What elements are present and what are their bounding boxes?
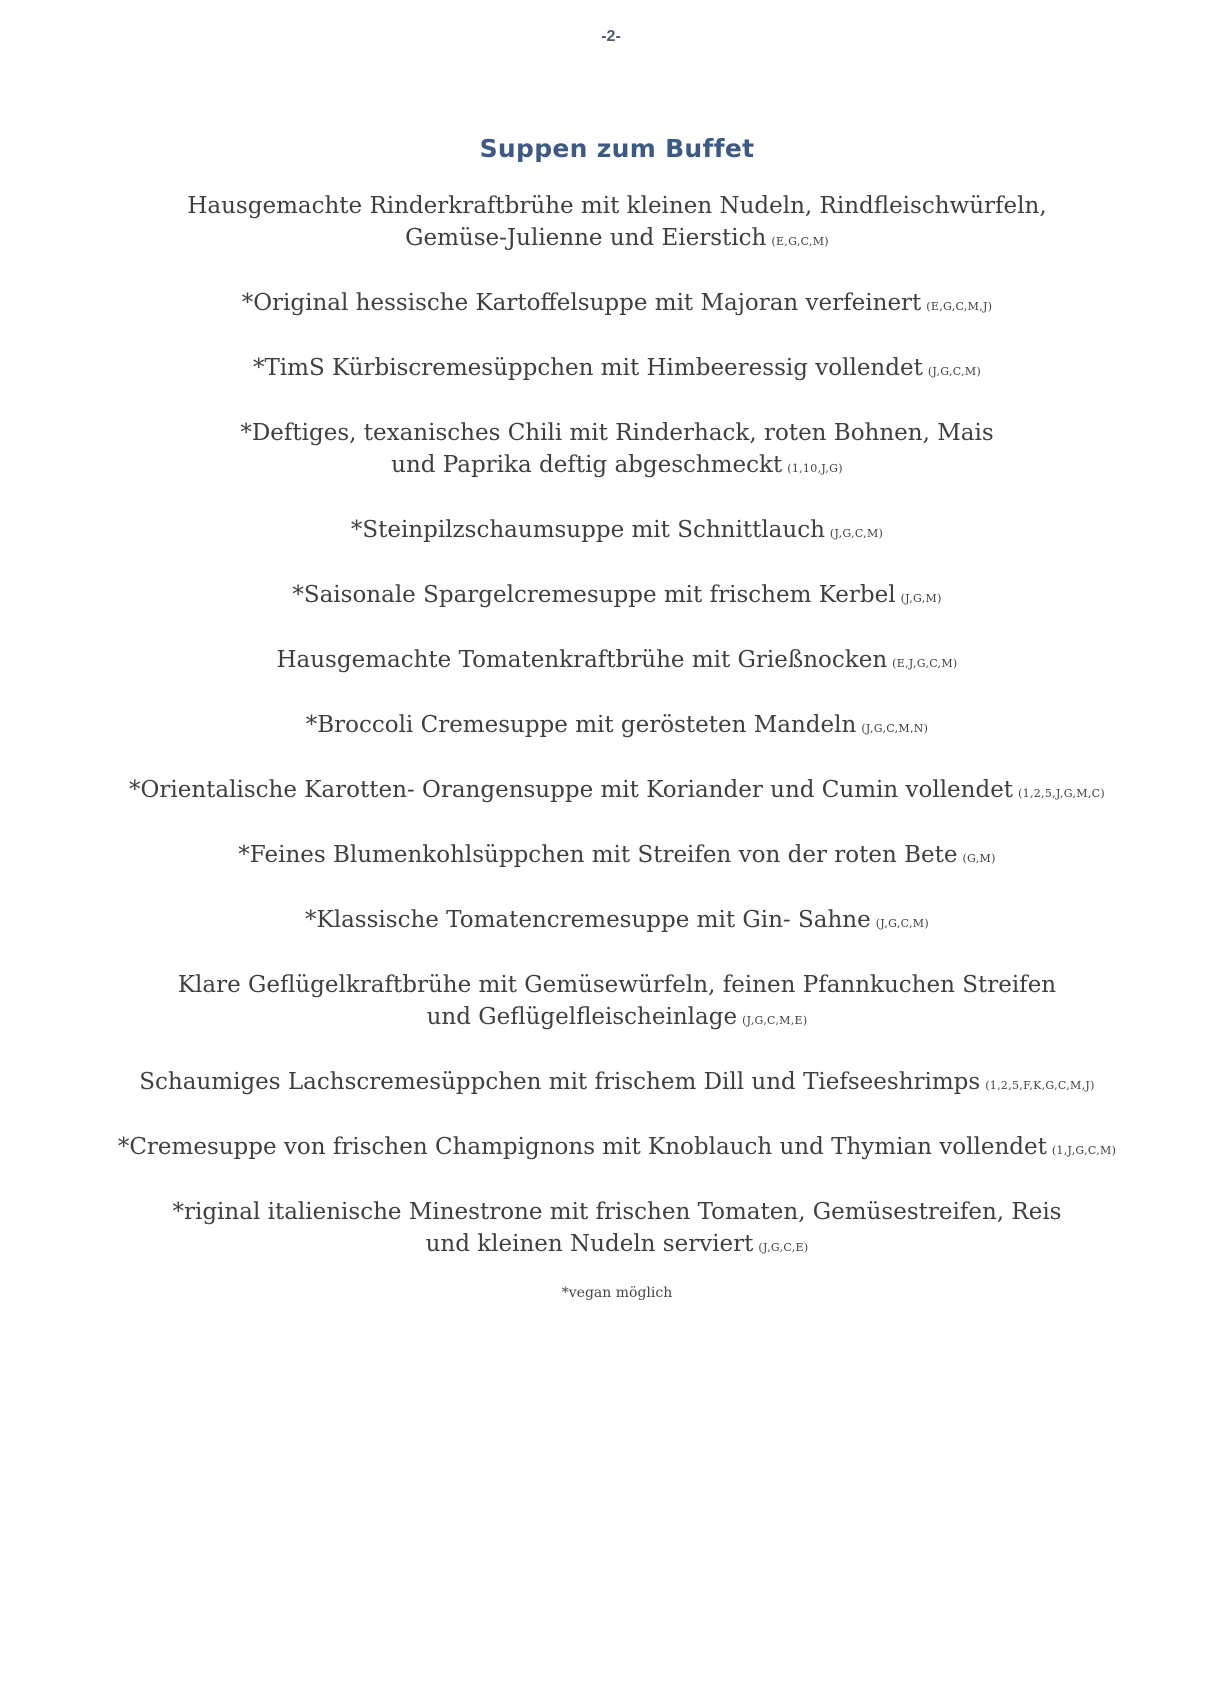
menu-item-line bbox=[0, 222, 1222, 258]
menu-item-text: *TimS Kürbiscremesüppchen mit Himbeeressig vollendet bbox=[252, 355, 923, 381]
menu-item-line bbox=[0, 352, 1222, 388]
allergen-codes: (E,J,G,C,M) bbox=[892, 657, 958, 670]
menu-item-line bbox=[0, 1001, 1222, 1037]
menu-item-text: *Orientalische Karotten- Orangensuppe mit Koriander und Cumin vollendet bbox=[129, 777, 1014, 803]
menu-item bbox=[0, 190, 1222, 258]
menu-item-text: *Cremesuppe von frischen Champignons mit Knoblauch und Thymian vollendet bbox=[117, 1134, 1047, 1160]
vegan-footnote: *vegan möglich bbox=[561, 1285, 673, 1301]
menu-item-line bbox=[0, 1131, 1222, 1167]
menu-item-text: *Original hessische Kartoffelsuppe mit Majoran verfeinert bbox=[241, 290, 922, 316]
allergen-codes: (J,G,C,M) bbox=[829, 527, 884, 540]
allergen-codes: (J,G,C,E) bbox=[758, 1241, 809, 1254]
menu-item-line bbox=[0, 1196, 1222, 1228]
menu-item-line bbox=[0, 774, 1222, 810]
allergen-codes: (J,G,C,M,E) bbox=[742, 1014, 808, 1027]
allergen-codes: (1,2,5,F,K,G,C,M,J) bbox=[985, 1079, 1095, 1092]
menu-item-line bbox=[0, 190, 1222, 222]
menu-item-text: Schaumiges Lachscremesüppchen mit frischem Dill und Tiefseeshrimps bbox=[139, 1069, 981, 1095]
menu-item-line bbox=[0, 904, 1222, 940]
menu-item-line bbox=[0, 514, 1222, 550]
allergen-codes: (J,G,C,M) bbox=[875, 917, 929, 930]
menu-item-text: Klare Geflügelkraftbrühe mit Gemüsewürfeln, feinen Pfannkuchen Streifen bbox=[177, 972, 1057, 998]
menu-item-line bbox=[0, 1228, 1222, 1264]
menu-item bbox=[0, 417, 1222, 485]
allergen-codes: (E,G,C,M,J) bbox=[926, 300, 993, 313]
allergen-codes: (1,10,J,G) bbox=[787, 462, 843, 475]
menu-item-text: Hausgemachte Tomatenkraftbrühe mit Grießnocken bbox=[276, 647, 888, 673]
menu-item bbox=[0, 709, 1222, 745]
menu-item bbox=[0, 774, 1222, 810]
page-title: Suppen zum Buffet bbox=[479, 134, 755, 163]
menu-item-line bbox=[0, 969, 1222, 1001]
menu-item-line bbox=[0, 644, 1222, 680]
menu-item-text: und Geflügelfleischeinlage bbox=[426, 1004, 738, 1030]
allergen-codes: (J,G,M) bbox=[900, 592, 942, 605]
menu-item bbox=[0, 579, 1222, 615]
menu-item-text: und Paprika deftig abgeschmeckt bbox=[391, 452, 783, 478]
page-number: -2- bbox=[601, 28, 621, 45]
menu-item bbox=[0, 839, 1222, 875]
menu-item bbox=[0, 287, 1222, 323]
menu-item bbox=[0, 1131, 1222, 1167]
allergen-codes: (J,G,C,M,N) bbox=[861, 722, 929, 735]
menu-item bbox=[0, 1066, 1222, 1102]
menu-item bbox=[0, 644, 1222, 680]
allergen-codes: (1,2,5,J,G,M,C) bbox=[1018, 787, 1105, 800]
menu-item-text: *Klassische Tomatencremesuppe mit Gin- Sahne bbox=[305, 907, 871, 933]
menu-item-line bbox=[0, 1066, 1222, 1102]
menu-item-text: Hausgemachte Rinderkraftbrühe mit kleinen Nudeln, Rindfleischwürfeln, bbox=[187, 193, 1047, 219]
menu-item-text: Gemüse-Julienne und Eierstich bbox=[405, 225, 767, 251]
menu-item-text: *Saisonale Spargelcremesuppe mit frischem Kerbel bbox=[292, 582, 896, 608]
allergen-codes: (J,G,C,M) bbox=[927, 365, 982, 378]
menu-item-line bbox=[0, 839, 1222, 875]
menu-item-text: *Broccoli Cremesuppe mit gerösteten Mandeln bbox=[305, 712, 857, 738]
menu-item bbox=[0, 514, 1222, 550]
menu-item-text: und kleinen Nudeln serviert bbox=[425, 1231, 754, 1257]
menu-item-text: *Feines Blumenkohlsüppchen mit Streifen von der roten Bete bbox=[238, 842, 958, 868]
menu-item-line bbox=[0, 449, 1222, 485]
menu-item bbox=[0, 969, 1222, 1037]
menu-item bbox=[0, 1196, 1222, 1264]
allergen-codes: (E,G,C,M) bbox=[771, 235, 829, 248]
menu-item-text: *Deftiges, texanisches Chili mit Rinderhack, roten Bohnen, Mais bbox=[240, 420, 994, 446]
soup-menu-list bbox=[0, 190, 1222, 1293]
allergen-codes: (1,J,G,C,M) bbox=[1051, 1144, 1117, 1157]
menu-item bbox=[0, 352, 1222, 388]
menu-item-line bbox=[0, 709, 1222, 745]
menu-item-line bbox=[0, 287, 1222, 323]
allergen-codes: (G,M) bbox=[962, 852, 996, 865]
menu-item-line bbox=[0, 417, 1222, 449]
menu-item-text: *riginal italienische Minestrone mit frischen Tomaten, Gemüsestreifen, Reis bbox=[172, 1199, 1062, 1225]
menu-item-text: *Steinpilzschaumsuppe mit Schnittlauch bbox=[350, 517, 825, 543]
menu-item bbox=[0, 904, 1222, 940]
menu-item-line bbox=[0, 579, 1222, 615]
